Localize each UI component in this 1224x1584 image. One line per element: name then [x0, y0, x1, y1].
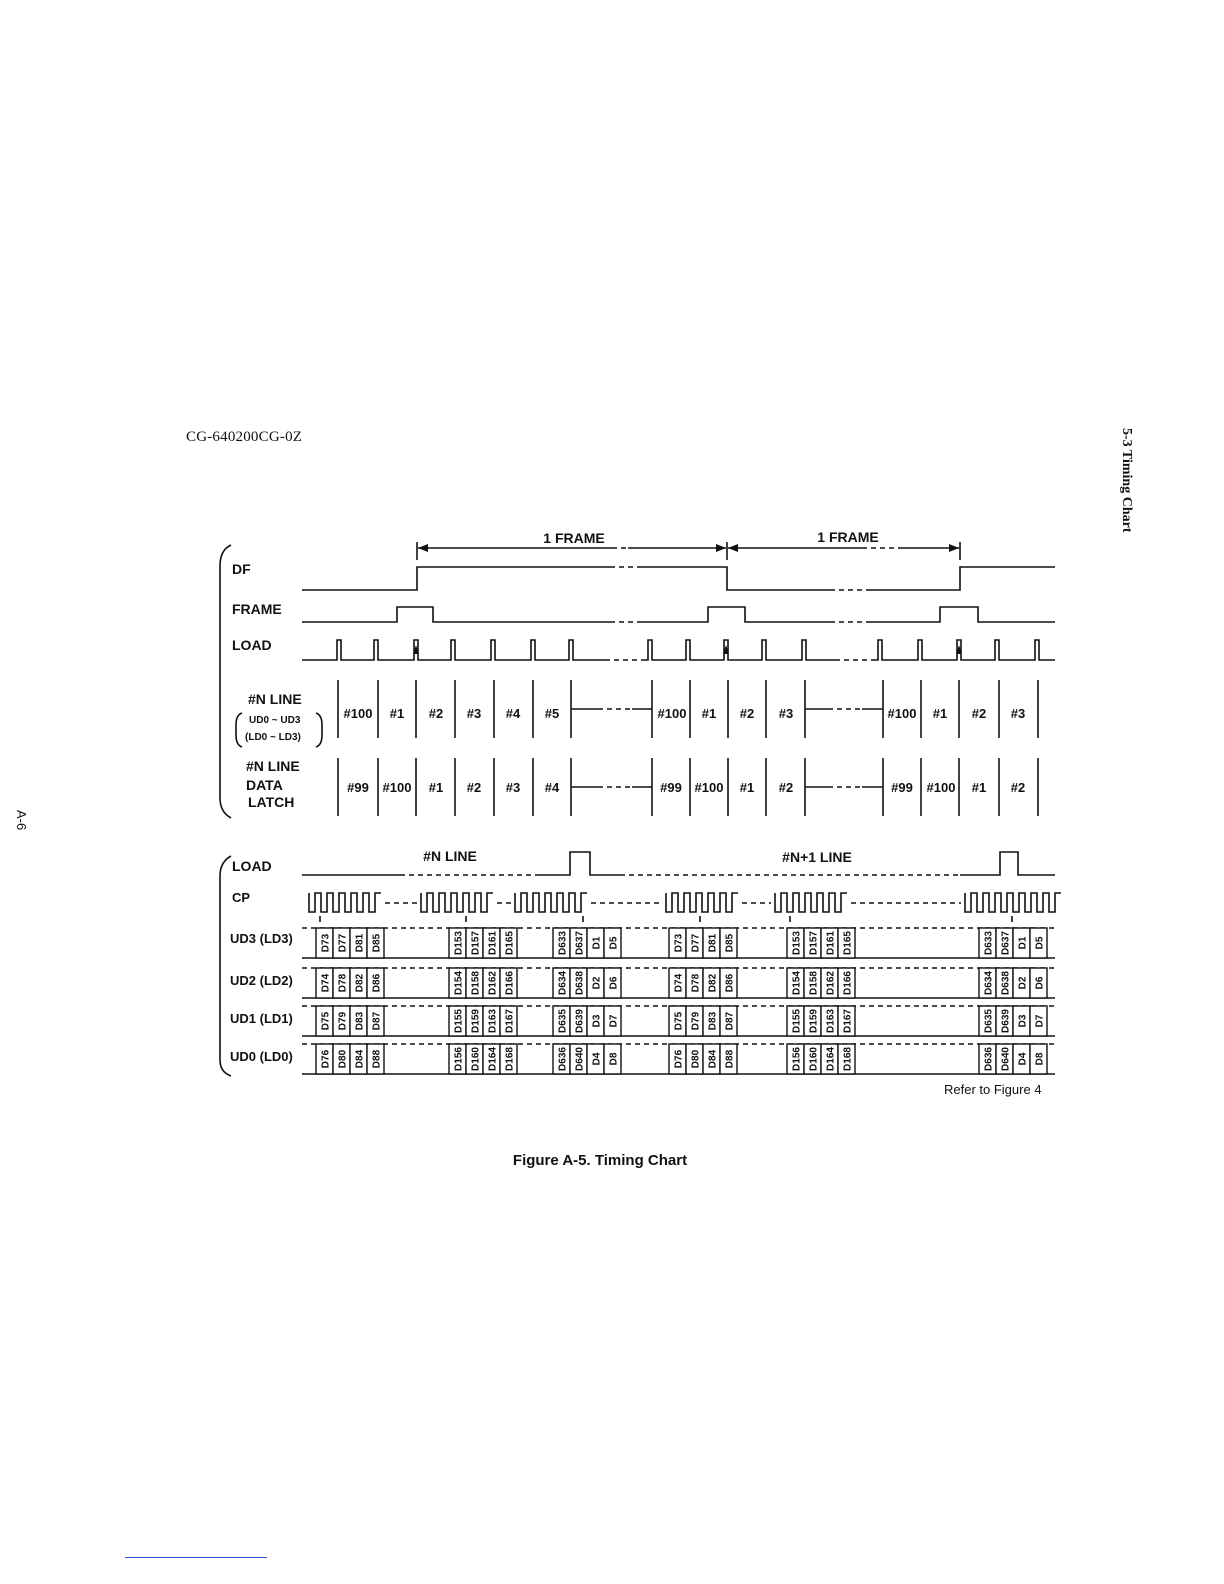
df-waveform — [870, 567, 1055, 590]
data-cell-label: D7 — [1034, 1014, 1046, 1028]
data-cell-label: D87 — [371, 1011, 383, 1031]
latch-cell: #99 — [660, 780, 682, 795]
data-cell-label: D637 — [1000, 931, 1012, 955]
data-cell-label: D636 — [983, 1047, 995, 1071]
signal-label-data-3: UD0 (LD0) — [230, 1049, 293, 1064]
frame-waveform — [302, 607, 610, 622]
data-cell-label: D83 — [707, 1011, 719, 1031]
nline-cell: #4 — [505, 706, 521, 721]
nline-cell: #1 — [701, 706, 717, 721]
latch-label-1: #N LINE — [246, 758, 300, 774]
data-cell-label: D640 — [574, 1047, 586, 1071]
nline-sub-bracket — [316, 713, 322, 747]
nline-cell: #1 — [389, 706, 405, 721]
data-cell-label: D156 — [791, 1047, 803, 1071]
data-cell-label: D1 — [591, 936, 603, 950]
data-cell-label: D80 — [337, 1049, 349, 1069]
data-cell-label: D165 — [842, 931, 854, 955]
data-cell-label: D166 — [842, 971, 854, 995]
frame-waveform — [640, 607, 830, 622]
signal-label-data-1: UD2 (LD2) — [230, 973, 293, 988]
page-number: A-6 — [14, 810, 29, 831]
line-label-n1: #N+1 LINE — [782, 849, 852, 865]
data-cell-label: D82 — [354, 973, 366, 993]
frame-arrow-head — [728, 544, 738, 552]
latch-label-2: DATA — [246, 777, 283, 793]
data-cell-label: D75 — [320, 1011, 332, 1031]
data-cell-label: D155 — [453, 1009, 465, 1033]
latch-cell: #2 — [466, 780, 482, 795]
data-cell-label: D76 — [673, 1049, 685, 1069]
nline-sub-label: (LD0 ~ LD3) — [245, 732, 301, 743]
data-cell-label: D157 — [808, 931, 820, 955]
data-cell-label: D73 — [673, 933, 685, 953]
load-waveform — [645, 640, 835, 660]
data-cell-label: D82 — [707, 973, 719, 993]
cp-clock-group — [421, 893, 493, 912]
data-cell-label: D639 — [1000, 1009, 1012, 1033]
nline-sub-label: UD0 ~ UD3 — [249, 715, 301, 726]
data-cell-label: D161 — [825, 931, 837, 955]
data-cell-label: D2 — [1017, 976, 1029, 990]
data-cell-label: D153 — [791, 931, 803, 955]
data-cell-label: D86 — [371, 973, 383, 993]
data-cell-label: D4 — [591, 1052, 603, 1066]
signal-label-cp: CP — [232, 890, 251, 905]
frame-arrow-head — [716, 544, 726, 552]
df-waveform — [640, 567, 830, 590]
data-cell-label: D80 — [690, 1049, 702, 1069]
data-cell-label: D638 — [574, 971, 586, 995]
frame-label: 1 FRAME — [543, 530, 605, 546]
data-cell-label: D634 — [557, 971, 569, 995]
data-cell-label: D79 — [337, 1011, 349, 1031]
data-cell-label: D77 — [337, 933, 349, 953]
nline-cell: #1 — [932, 706, 948, 721]
data-cell-label: D158 — [808, 971, 820, 995]
frame-waveform — [870, 607, 1055, 622]
data-cell-label: D640 — [1000, 1047, 1012, 1071]
nline-cell: #2 — [428, 706, 444, 721]
data-cell-label: D162 — [825, 971, 837, 995]
data-cell-label: D164 — [825, 1047, 837, 1071]
data-cell-label: D160 — [808, 1047, 820, 1071]
bottom-bracket — [220, 856, 231, 1076]
data-cell-label: D8 — [608, 1052, 620, 1066]
data-cell-label: D7 — [608, 1014, 620, 1028]
nline-cell: #3 — [466, 706, 482, 721]
data-cell-label: D636 — [557, 1047, 569, 1071]
data-cell-label: D166 — [504, 971, 516, 995]
latch-cell: #2 — [778, 780, 794, 795]
latch-cell: #4 — [544, 780, 560, 795]
data-cell-label: D81 — [354, 933, 366, 953]
data-cell-label: D73 — [320, 933, 332, 953]
data-cell-label: D8 — [1034, 1052, 1046, 1066]
latch-cell: #100 — [926, 780, 956, 795]
data-cell-label: D87 — [724, 1011, 736, 1031]
nline-cell: #3 — [1010, 706, 1026, 721]
data-cell-label: D160 — [470, 1047, 482, 1071]
load-waveform — [302, 640, 605, 660]
data-cell-label: D635 — [557, 1009, 569, 1033]
load-waveform — [875, 640, 1055, 660]
data-cell-label: D637 — [574, 931, 586, 955]
data-cell-label: D157 — [470, 931, 482, 955]
frame-label: 1 FRAME — [817, 529, 879, 545]
data-cell-label: D77 — [690, 933, 702, 953]
frame-arrow-head — [949, 544, 959, 552]
data-cell-label: D5 — [608, 936, 620, 950]
data-cell-label: D78 — [337, 973, 349, 993]
data-cell-label: D79 — [690, 1011, 702, 1031]
data-cell-label: D159 — [808, 1009, 820, 1033]
bottom-load-waveform — [540, 852, 620, 875]
cp-clock-group — [309, 893, 381, 912]
top-bracket — [220, 545, 231, 818]
data-cell-label: D85 — [371, 933, 383, 953]
data-cell-label: D153 — [453, 931, 465, 955]
nline-label: #N LINE — [248, 691, 302, 707]
data-cell-label: D83 — [354, 1011, 366, 1031]
document-id: CG-640200CG-0Z — [186, 429, 303, 445]
figure-caption: Figure A-5. Timing Chart — [512, 1152, 688, 1169]
data-cell-label: D154 — [791, 971, 803, 995]
data-cell-label: D85 — [724, 933, 736, 953]
nline-cell: #3 — [778, 706, 794, 721]
data-cell-label: D633 — [557, 931, 569, 955]
data-cell-label: D3 — [591, 1014, 603, 1028]
latch-cell: #99 — [891, 780, 913, 795]
data-cell-label: D161 — [487, 931, 499, 955]
bottom-load-waveform — [960, 852, 1055, 875]
nline-cell: #2 — [971, 706, 987, 721]
data-cell-label: D154 — [453, 971, 465, 995]
footer-rule — [125, 1557, 267, 1558]
data-cell-label: D155 — [791, 1009, 803, 1033]
data-cell-label: D74 — [673, 973, 685, 993]
data-cell-label: D76 — [320, 1049, 332, 1069]
data-cell-label: D84 — [707, 1049, 719, 1069]
nline-sub-bracket — [236, 713, 242, 747]
latch-cell: #2 — [1010, 780, 1026, 795]
data-cell-label: D163 — [487, 1009, 499, 1033]
signal-label-frame: FRAME — [232, 601, 282, 617]
data-cell-label: D168 — [504, 1047, 516, 1071]
data-cell-label: D1 — [1017, 936, 1029, 950]
signal-label-load: LOAD — [232, 637, 272, 653]
data-cell-label: D5 — [1034, 936, 1046, 950]
data-cell-label: D156 — [453, 1047, 465, 1071]
signal-label-data-0: UD3 (LD3) — [230, 931, 293, 946]
data-cell-label: D633 — [983, 931, 995, 955]
data-cell-label: D2 — [591, 976, 603, 990]
cp-clock-group — [965, 893, 1061, 912]
latch-cell: #100 — [694, 780, 724, 795]
latch-cell: #99 — [347, 780, 369, 795]
data-cell-label: D638 — [1000, 971, 1012, 995]
frame-arrow-head — [418, 544, 428, 552]
data-cell-label: D6 — [608, 976, 620, 990]
cp-clock-group — [515, 893, 587, 912]
signal-label-load: LOAD — [232, 858, 272, 874]
data-cell-label: D162 — [487, 971, 499, 995]
data-cell-label: D3 — [1017, 1014, 1029, 1028]
nline-cell: #100 — [657, 706, 687, 721]
data-cell-label: D639 — [574, 1009, 586, 1033]
data-cell-label: D164 — [487, 1047, 499, 1071]
figure-note: Refer to Figure 4 — [944, 1082, 1042, 1097]
data-cell-label: D167 — [842, 1009, 854, 1033]
latch-cell: #1 — [971, 780, 987, 795]
data-cell-label: D88 — [724, 1049, 736, 1069]
cp-clock-group — [666, 893, 738, 912]
signal-label-data-2: UD1 (LD1) — [230, 1011, 293, 1026]
data-cell-label: D168 — [842, 1047, 854, 1071]
df-waveform — [302, 567, 610, 590]
nline-cell: #100 — [887, 706, 917, 721]
section-title: 5-3 Timing Chart — [1119, 428, 1134, 533]
data-cell-label: D158 — [470, 971, 482, 995]
data-cell-label: D159 — [470, 1009, 482, 1033]
data-cell-label: D86 — [724, 973, 736, 993]
data-cell-label: D75 — [673, 1011, 685, 1031]
nline-cell: #5 — [544, 706, 560, 721]
line-label-n: #N LINE — [423, 848, 477, 864]
latch-cell: #1 — [428, 780, 444, 795]
data-cell-label: D165 — [504, 931, 516, 955]
cp-clock-group — [775, 893, 847, 912]
data-cell-label: D74 — [320, 973, 332, 993]
data-cell-label: D635 — [983, 1009, 995, 1033]
data-cell-label: D4 — [1017, 1052, 1029, 1066]
data-cell-label: D88 — [371, 1049, 383, 1069]
data-cell-label: D84 — [354, 1049, 366, 1069]
latch-cell: #100 — [382, 780, 412, 795]
signal-label-df: DF — [232, 561, 251, 577]
data-cell-label: D6 — [1034, 976, 1046, 990]
latch-cell: #3 — [505, 780, 521, 795]
data-cell-label: D163 — [825, 1009, 837, 1033]
nline-cell: #2 — [739, 706, 755, 721]
data-cell-label: D167 — [504, 1009, 516, 1033]
data-cell-label: D78 — [690, 973, 702, 993]
data-cell-label: D634 — [983, 971, 995, 995]
nline-cell: #100 — [343, 706, 373, 721]
latch-label-3: LATCH — [248, 794, 295, 810]
latch-cell: #1 — [739, 780, 755, 795]
data-cell-label: D81 — [707, 933, 719, 953]
